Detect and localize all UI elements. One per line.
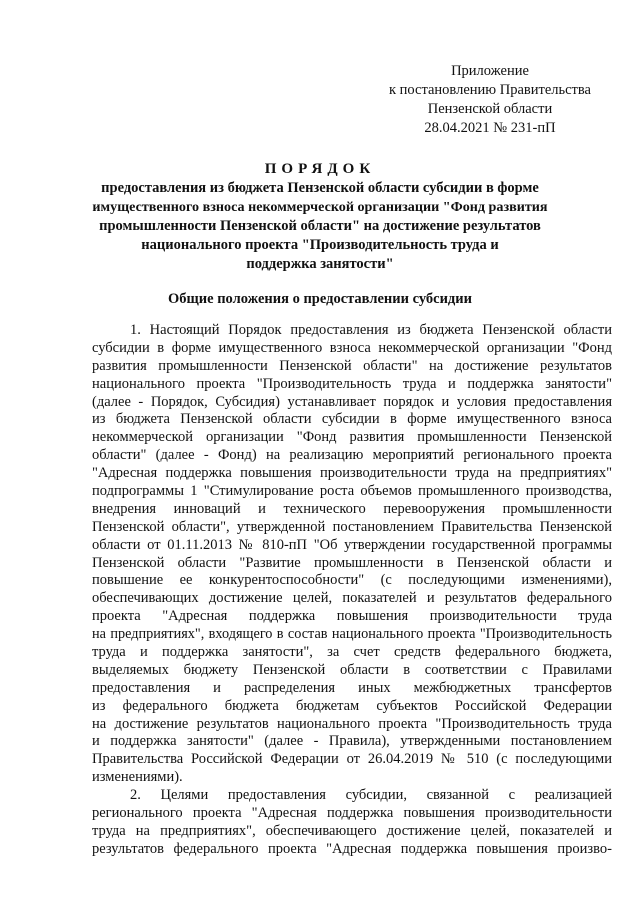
paragraph-1-line: повышение ее конкурентоспособности" (с последующими изменениями), [92,572,612,589]
paragraph-1-line: предоставления и распределения иных межбюджетных трансфертов [92,679,612,696]
title-line: поддержка занятости" [246,256,394,272]
paragraph-1-line: 1. Настоящий Порядок предоставления из бюджета Пензенской области [130,322,612,338]
paragraph-2-line: результатов федерального проекта "Адресная поддержка повышения произво- [92,840,612,857]
paragraph-1-line: некоммерческой организации "Фонд развития промышленности Пензенской [92,429,612,446]
paragraph-1-line: (далее - Порядок, Субсидия) устанавливает порядок и условия предоставления [92,393,612,410]
paragraph-1-line: внедрения инноваций и технического перевооружения промышленности [92,500,612,517]
paragraph-2-line: регионального проекта "Адресная поддержка повышения производительности [92,805,612,822]
appendix-line: Пензенской области [427,101,553,117]
paragraph-1-line: на предприятиях", входящего в состав национального проекта "Производительность [92,626,612,643]
paragraph-2-line: 2. Целями предоставления субсидии, связанной с реализацией [130,787,612,804]
appendix-block [370,62,610,138]
document-title [90,160,550,274]
paragraph-1-line: изменениями). [92,769,183,786]
paragraph-1-line: Пензенской области "Развитие промышленности в Пензенской области и [92,554,612,571]
paragraph-1-line: проекта "Адресная поддержка повышения производительности труда [92,608,612,625]
title-line: промышленности Пензенской области" на достижение результатов [99,218,541,234]
appendix-line: Приложение [451,63,529,79]
paragraph-1-line: и поддержка занятости" (далее - Правила), утвержденными постановлением [92,733,612,750]
paragraph-1-line: области" (далее - Фонд) на реализацию мероприятий регионального проекта [92,447,612,464]
paragraph-1-line: субсидии в форме имущественного взноса некоммерческой организации "Фонд [92,339,612,356]
paragraph-1-line: Пензенской области", утвержденной постановлением Правительства Пензенской [92,518,612,535]
title-heading: ПОРЯДОК [264,161,376,177]
paragraph-2-line: труда на предприятиях", обеспечивающего достижение целей, показателей и [92,822,612,839]
paragraph-1-line: национального проекта "Производительность труда и поддержка занятости" [92,375,612,392]
paragraph-1-line: на достижение результатов национального проекта "Производительность труда [92,715,612,732]
appendix-line: 28.04.2021 № 231-пП [424,120,556,136]
paragraph-1-line: из федерального бюджета бюджетам субъектов Российской Федерации [92,697,612,714]
paragraph-1-line: подпрограммы 1 "Стимулирование роста объемов промышленного производства, [92,483,612,500]
paragraph-1-line: "Адресная поддержка повышения производительности труда на предприятиях" [92,465,612,482]
title-line: имущественного взноса некоммерческой организации "Фонд развития [92,199,548,215]
paragraph-1-line: выделяемых бюджету Пензенской области в соответствии с Правилами [92,661,612,678]
paragraph-1-line: развития промышленности Пензенской области" на достижение результатов [92,357,612,374]
paragraph-1-line: обеспечивающих достижение целей, показателей и результатов федерального [92,590,612,607]
body-text [92,322,612,859]
paragraph-1-line: Правительства Российской Федерации от 26.04.2019 № 510 (с последующими [92,751,612,768]
paragraph-1-line: из бюджета Пензенской области субсидии в форме имущественного взноса [92,411,612,428]
appendix-line: к постановлению Правительства [389,82,591,98]
section-heading: Общие положения о предоставлении субсидии [168,291,472,307]
paragraph-1-line: труда и поддержка занятости", за счет средств федерального бюджета, [92,644,612,661]
paragraph-1-line: области от 01.11.2013 № 810-пП "Об утверждении государственной программы [92,536,612,553]
title-line: предоставления из бюджета Пензенской области субсидии в форме [101,180,539,196]
title-line: национального проекта "Производительность труда и [141,237,499,253]
